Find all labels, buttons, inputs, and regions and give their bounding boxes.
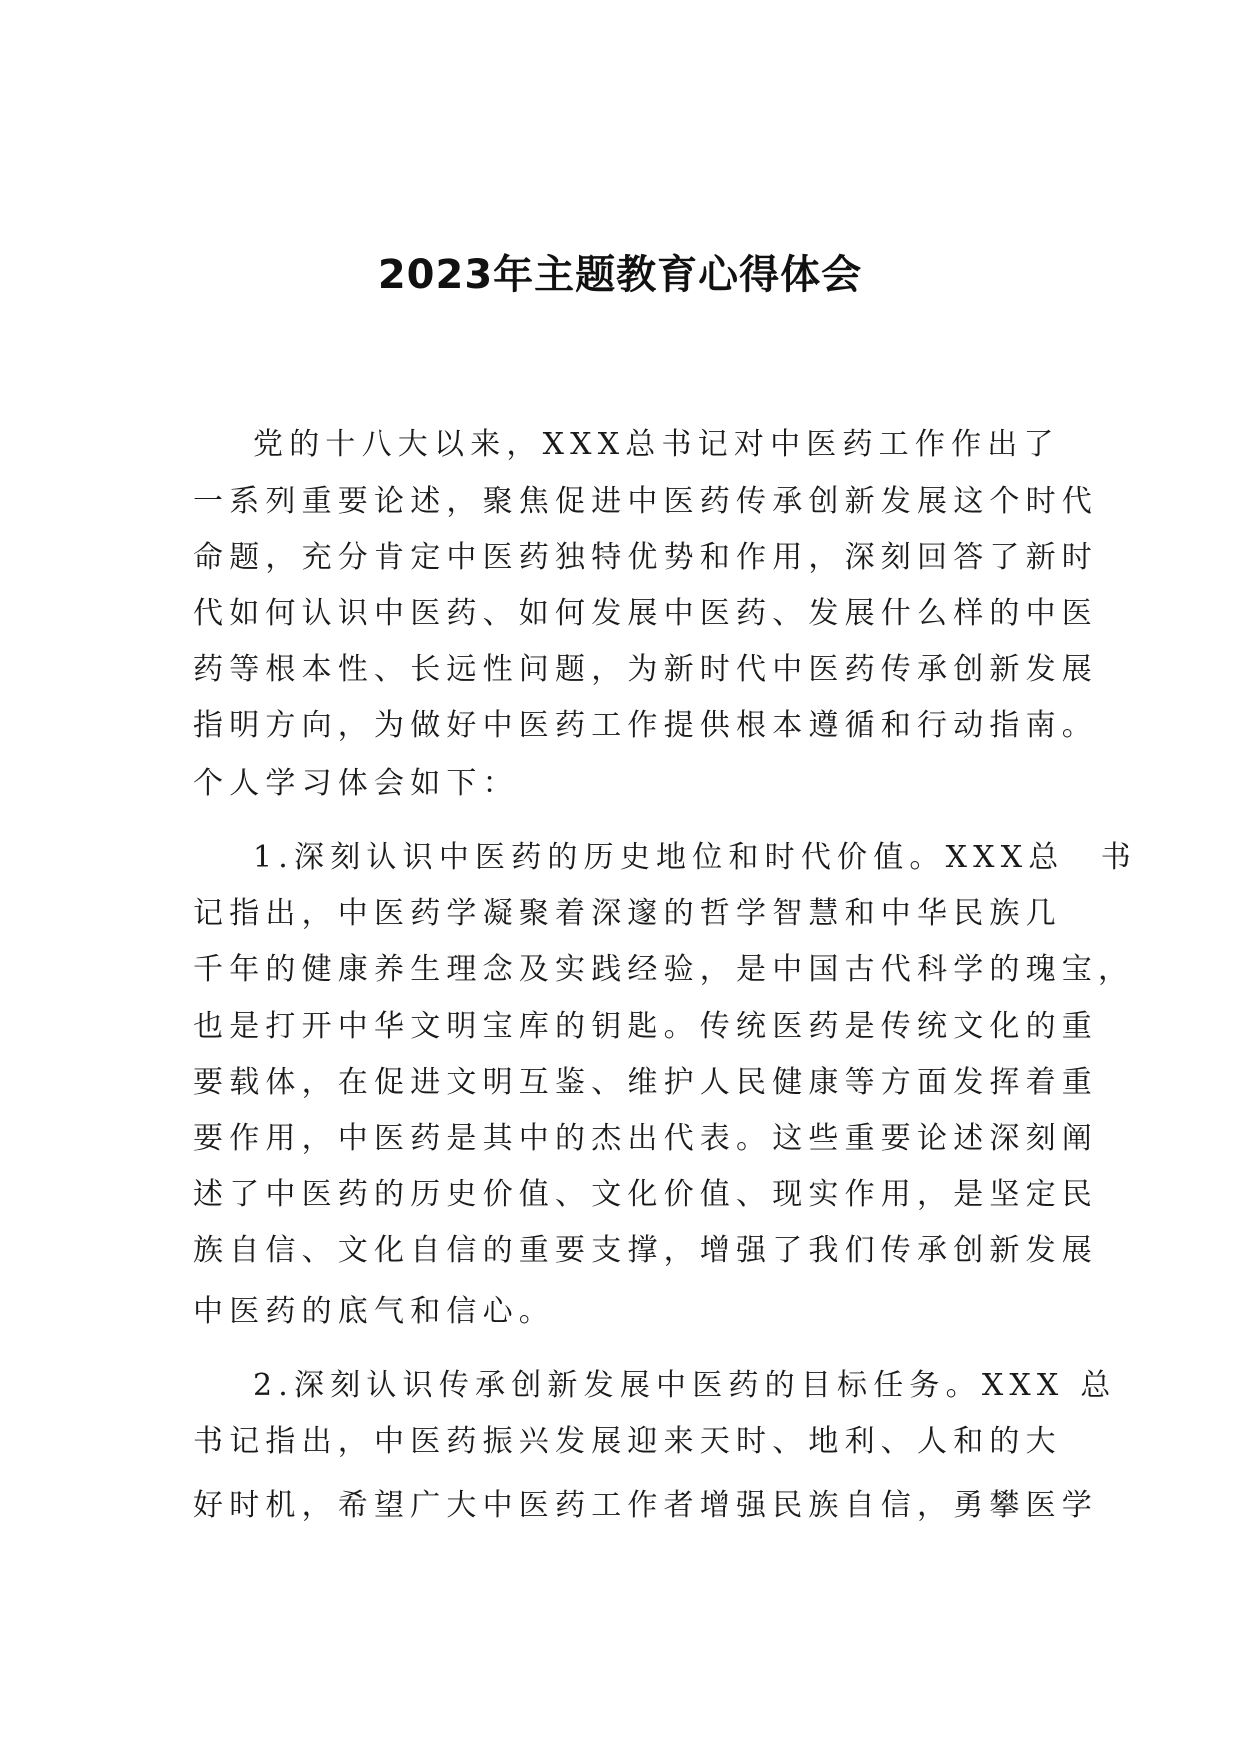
paragraph-line: 千年的健康养生理念及实践经验，是中国古代科学的瑰宝，	[193, 952, 1135, 987]
document-title: 2023年主题教育心得体会	[377, 252, 863, 298]
paragraph-line: 命题，充分肯定中医药独特优势和作用，深刻回答了新时	[193, 540, 1098, 575]
paragraph-line: 一系列重要论述，聚焦促进中医药传承创新发展这个时代	[193, 484, 1098, 519]
paragraph-line: 要载体，在促进文明互鉴、维护人民健康等方面发挥着重	[193, 1065, 1098, 1100]
paragraph-line: 族自信、文化自信的重要支撑，增强了我们传承创新发展	[193, 1233, 1098, 1268]
paragraph-line: 书记指出，中医药振兴发展迎来天时、地利、人和的大	[193, 1424, 1062, 1459]
paragraph-line: 党的十八大以来，XXX总书记对中医药工作作出了	[253, 427, 1060, 462]
paragraph-line: 也是打开中华文明宝库的钥匙。传统医药是传统文化的重	[193, 1009, 1098, 1044]
paragraph-line: 指明方向，为做好中医药工作提供根本遵循和行动指南。	[193, 708, 1098, 743]
paragraph-line: 述了中医药的历史价值、文化价值、现实作用，是坚定民	[193, 1177, 1098, 1212]
paragraph-line: 药等根本性、长远性问题，为新时代中医药传承创新发展	[193, 652, 1098, 687]
paragraph-line: 个人学习体会如下：	[193, 766, 519, 801]
paragraph-line: 代如何认识中医药、如何发展中医药、发展什么样的中医	[193, 596, 1098, 631]
paragraph-line: 2.深刻认识传承创新发展中医药的目标任务。XXX 总	[253, 1368, 1117, 1403]
paragraph-line: 要作用，中医药是其中的杰出代表。这些重要论述深刻阐	[193, 1121, 1098, 1156]
paragraph-line: 1.深刻认识中医药的历史地位和时代价值。XXX总 书	[253, 840, 1137, 875]
paragraph-line: 记指出，中医药学凝聚着深邃的哲学智慧和中华民族几	[193, 896, 1062, 931]
paragraph-line: 好时机，希望广大中医药工作者增强民族自信，勇攀医学	[193, 1488, 1098, 1523]
paragraph-line: 中医药的底气和信心。	[193, 1294, 555, 1329]
